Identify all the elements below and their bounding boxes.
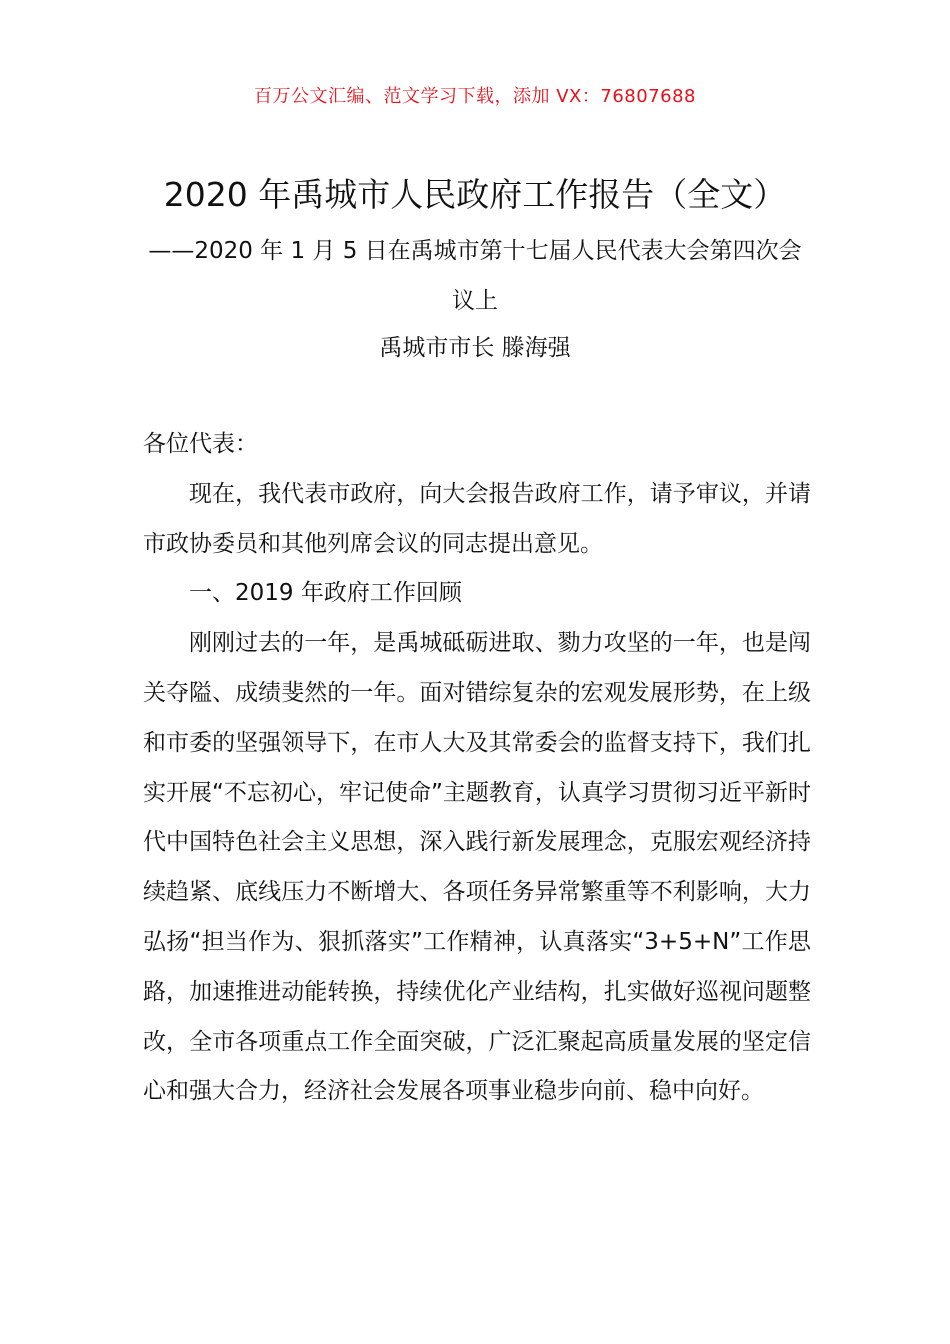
document-subtitle: ——2020 年 1 月 5 日在禹城市第十七届人民代表大会第四次会议上: [148, 238, 802, 314]
salutation: 各位代表：: [143, 431, 258, 457]
intro-paragraph: 现在，我代表市政府，向大会报告政府工作，请予审议，并请市政协委员和其他列席会议的同志提出意见。: [143, 480, 811, 557]
document-author: 禹城市市长 滕海强: [379, 335, 571, 361]
document-title: 2020 年禹城市人民政府工作报告（全文）: [163, 175, 787, 214]
review-paragraph: 刚刚过去的一年，是禹城砥砺进取、勠力攻坚的一年，也是闯关夺隘、成绩斐然的一年。面对错综复杂的宏观发展形势，在上级和市委的坚强领导下，在市人大及其常委会的监督支持下，我们扎实开展“不忘初心，牢记使命”主题教育，认真学习贯彻习近平新时代中国特色社会主义思想，深入践行新发展理念，克服宏观经济持续趋紧、底线压力不断增大、各项任务异常繁重等不利影响，大力弘扬“担当作为、狠抓落实”工作精神，认真落实“3+5+N”工作思路，加速推进动能转换，持续优化产业结构，扎实做好巡视问题整改，全市各项重点工作全面突破，广泛汇聚起高质量发展的坚定信心和强大合力，经济社会发展各项事业稳步向前、稳中向好。: [143, 630, 811, 1105]
document-body: [143, 420, 811, 1117]
section-heading: 一、2019 年政府工作回顾: [189, 580, 462, 607]
watermark-banner: 百万公文汇编、范文学习下载，添加 VX：76807688: [254, 86, 696, 107]
